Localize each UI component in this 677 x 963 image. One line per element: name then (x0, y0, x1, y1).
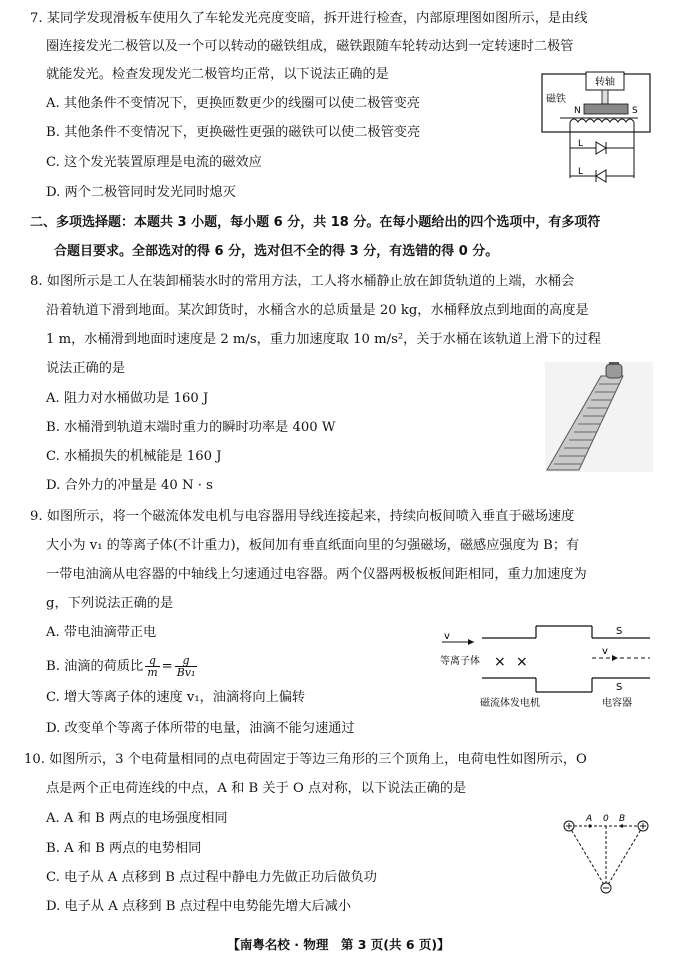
q8-option-c: C. 水桶损失的机械能是 160 J (46, 449, 222, 464)
q8-stem-line-1: 8. 如图所示是工人在装卸桶装水时的常用方法，工人将水桶静止放在卸货轨道的上端，水桶会 (30, 274, 575, 289)
q10-triangle-charges-figure (556, 812, 656, 898)
q9-stem-line-3: 一带电油滴从电容器的中轴线上匀速通过电容器。两个仪器两极板板间距相同，重力加速度为 (46, 567, 587, 582)
q9-value-numerator: g (175, 655, 198, 667)
q8-stem-line-3: 1 m，水桶滑到地面时速度是 2 m/s，重力加速度取 10 m/s²，关于水桶在该轨道上滑下的过程 (46, 332, 601, 347)
q9-field-x2: × (516, 654, 528, 670)
q9-ratio-denominator: m (147, 666, 158, 679)
q7-axle-label: 转轴 (595, 77, 615, 88)
q9-generator-label: 磁流体发电机 (480, 698, 540, 709)
q7-stem-line-2: 圈连接发光二极管以及一个可以转动的磁铁组成，磁铁跟随车轮转动达到一定转速时二极管 (46, 39, 574, 54)
q9-option-b-prefix: B. 油滴的荷质比 (46, 659, 144, 674)
q9-ratio-fraction (145, 655, 159, 678)
q9-stem-line-4: g，下列说法正确的是 (46, 596, 174, 611)
q10-option-c: C. 电子从 A 点移到 B 点过程中静电力先做正功后做负功 (46, 870, 377, 885)
q9-plasma-label: 等离子体 (440, 656, 480, 667)
q9-ratio-numerator: q (145, 655, 159, 667)
q7-coil (560, 118, 638, 122)
q10-stem-line-2: 点是两个正电荷连线的中点，A 和 B 关于 O 点对称，以下说法正确的是 (46, 781, 467, 796)
q7-circuit-figure (540, 68, 655, 186)
page-footer: 【南粤名校 · 物理 第 3 页(共 6 页)】 (227, 937, 450, 952)
q7-stem-line-3: 就能发光。检查发现发光二极管均正常，以下说法正确的是 (46, 67, 389, 82)
q9-stem-line-2: 大小为 v₁ 的等离子体(不计重力)，板间加有垂直纸面向里的匀强磁场，磁感应强度为 B；有 (46, 538, 580, 553)
q9-equals-sign: = (161, 659, 173, 674)
q7-l2-label: L (578, 167, 584, 177)
q7-l1-label: L (578, 139, 584, 149)
q7-option-d: D. 两个二极管同时发光同时熄灭 (46, 185, 236, 200)
q10-point-b-label: B (619, 814, 626, 824)
q9-option-a: A. 带电油滴带正电 (46, 625, 157, 640)
q10-point-o-label: 0 (603, 814, 609, 824)
q9-option-d: D. 改变单个等离子体所带的电量，油滴不能匀速通过 (46, 721, 355, 736)
q8-stem-line-2: 沿着轨道下滑到地面。某次卸货时，水桶含水的总质量是 20 kg，水桶释放点到地面的高度是 (46, 303, 589, 318)
q9-v2-label: v (602, 646, 608, 657)
q10-stem-line-1: 10. 如图所示，3 个电荷量相同的点电荷固定于等边三角形的三个顶角上，电荷电性如图所示，O (24, 752, 587, 767)
q7-n-label: N (574, 106, 581, 116)
q7-magnet-label: 磁铁 (546, 94, 566, 105)
q9-capacitor-label: 电容器 (602, 698, 632, 709)
q10-option-b: B. A 和 B 两点的电势相同 (46, 841, 202, 856)
q9-v1-label: v (444, 631, 450, 642)
q9-generator-capacitor-figure (440, 620, 660, 712)
q9-s2-label: S (616, 682, 623, 693)
q10-option-a: A. A 和 B 两点的电场强度相同 (46, 811, 228, 826)
q8-track-photo (545, 362, 653, 472)
q9-option-c: C. 增大等离子体的速度 v₁，油滴将向上偏转 (46, 690, 306, 705)
q9-field-x1: × (494, 654, 506, 670)
q8-stem-line-4: 说法正确的是 (46, 361, 126, 376)
q9-stem-line-1: 9. 如图所示，将一个磁流体发电机与电容器用导线连接起来，持续向板间喷入垂直于磁场速度 (30, 509, 575, 524)
q8-option-a: A. 阻力对水桶做功是 160 J (46, 391, 209, 406)
q9-value-fraction (175, 655, 198, 678)
q8-option-b: B. 水桶滑到轨道末端时重力的瞬时功率是 400 W (46, 420, 336, 435)
q9-s1-label: S (616, 626, 623, 637)
section2-heading-line-1: 二、多项选择题：本题共 3 小题，每小题 6 分，共 18 分。在每小题给出的四个选项中，有多项符 (30, 215, 601, 230)
q7-s-label: S (632, 106, 638, 116)
q8-option-d: D. 合外力的冲量是 40 N · s (46, 478, 213, 493)
q9-option-b (46, 655, 199, 678)
q9-value-denominator: Bv₁ (176, 666, 196, 679)
q10-option-d: D. 电子从 A 点移到 B 点过程中电势能先增大后减小 (46, 899, 352, 914)
section2-heading-line-2: 合题目要求。全部选对的得 6 分，选对但不全的得 3 分，有选错的得 0 分。 (54, 244, 499, 259)
q10-point-a-label: A (586, 814, 593, 824)
q7-option-b: B. 其他条件不变情况下，更换磁性更强的磁铁可以使二极管变亮 (46, 125, 421, 140)
q7-option-c: C. 这个发光装置原理是电流的磁效应 (46, 155, 262, 170)
q7-option-a: A. 其他条件不变情况下，更换匝数更少的线圈可以使二极管变亮 (46, 96, 420, 111)
q7-stem-line-1: 7. 某同学发现滑板车使用久了车轮发光亮度变暗，拆开进行检查，内部原理图如图所示，是由线 (30, 11, 588, 26)
